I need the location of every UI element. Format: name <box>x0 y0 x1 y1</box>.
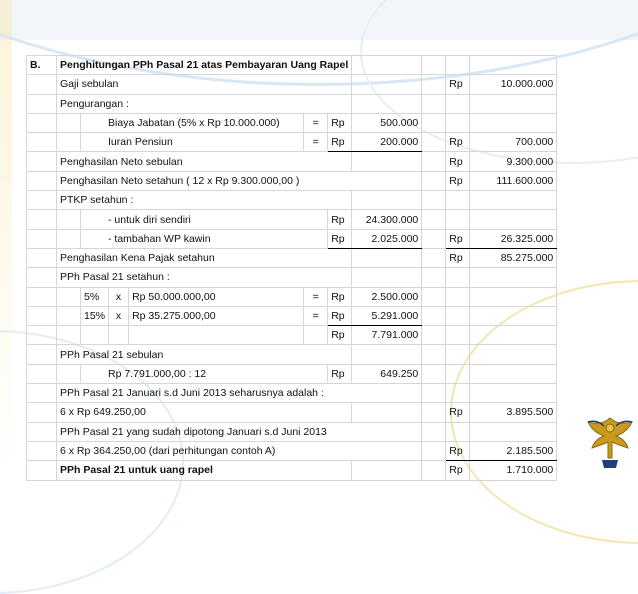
equals-sign: = <box>304 133 328 152</box>
row-label: PPh Pasal 21 Januari s.d Juni 2013 seharusnya adalah : <box>57 384 422 403</box>
sub-amount: 5.291.000 <box>352 306 422 325</box>
currency: Rp <box>446 171 470 190</box>
currency: Rp <box>446 403 470 422</box>
sub-amount: 500.000 <box>352 113 422 132</box>
section-header-row <box>27 56 557 75</box>
times-sign: x <box>109 306 129 325</box>
row-label: PPh Pasal 21 sebulan <box>57 345 352 364</box>
row-label: - untuk diri sendiri <box>81 210 328 229</box>
row-label: Penghasilan Neto setahun ( 12 x Rp 9.300.000,00 ) <box>57 171 422 190</box>
sub-amount: 2.500.000 <box>352 287 422 306</box>
total-amount: 3.895.500 <box>470 403 557 422</box>
total-amount: 26.325.000 <box>470 229 557 248</box>
table-row <box>27 171 557 190</box>
table-row <box>27 191 557 210</box>
table-row <box>27 422 557 441</box>
currency: Rp <box>446 75 470 94</box>
table-row <box>27 152 557 171</box>
currency: Rp <box>328 326 352 345</box>
table-row <box>27 210 557 229</box>
table-row <box>27 113 557 132</box>
currency: Rp <box>328 113 352 132</box>
currency: Rp <box>446 461 470 480</box>
total-amount: 111.600.000 <box>470 171 557 190</box>
row-label: - tambahan WP kawin <box>81 229 328 248</box>
row-label: Iuran Pensiun <box>81 133 304 152</box>
sub-amount: 24.300.000 <box>352 210 422 229</box>
row-label: Gaji sebulan <box>57 75 352 94</box>
rate: 5% <box>81 287 109 306</box>
row-label: 6 x Rp 649.250,00 <box>57 403 352 422</box>
table-row <box>27 287 557 306</box>
currency: Rp <box>328 210 352 229</box>
total-amount: 2.185.500 <box>470 441 557 460</box>
row-label: Pengurangan : <box>57 94 352 113</box>
table-row <box>27 364 557 383</box>
currency: Rp <box>328 364 352 383</box>
currency: Rp <box>446 248 470 267</box>
table-row <box>27 345 557 364</box>
table-row <box>27 229 557 248</box>
row-label: PPh Pasal 21 untuk uang rapel <box>57 461 352 480</box>
rate: 15% <box>81 306 109 325</box>
table-row <box>27 248 557 267</box>
equals-sign: = <box>304 113 328 132</box>
currency: Rp <box>328 229 352 248</box>
row-label: PTKP setahun : <box>57 191 352 210</box>
currency: Rp <box>328 287 352 306</box>
table-row-total <box>27 461 557 480</box>
row-label: PPh Pasal 21 setahun : <box>57 268 352 287</box>
table-row <box>27 306 557 325</box>
table-row <box>27 441 557 460</box>
sub-amount: 2.025.000 <box>352 229 422 248</box>
tax-calculation-table <box>26 55 557 481</box>
currency: Rp <box>446 152 470 171</box>
section-letter: B. <box>27 56 57 75</box>
total-amount: 10.000.000 <box>470 75 557 94</box>
table-row <box>27 133 557 152</box>
table-row <box>27 326 557 345</box>
currency: Rp <box>446 229 470 248</box>
sub-amount: 7.791.000 <box>352 326 422 345</box>
tax-base: Rp 35.275.000,00 <box>129 306 304 325</box>
currency: Rp <box>328 306 352 325</box>
table-row <box>27 403 557 422</box>
currency: Rp <box>328 133 352 152</box>
table-row <box>27 268 557 287</box>
row-label: Penghasilan Kena Pajak setahun <box>57 248 352 267</box>
row-label: Rp 7.791.000,00 : 12 <box>81 364 328 383</box>
equals-sign: = <box>304 306 328 325</box>
total-amount: 85.275.000 <box>470 248 557 267</box>
row-label: 6 x Rp 364.250,00 (dari perhitungan contoh A) <box>57 441 422 460</box>
table-row <box>27 75 557 94</box>
row-label: PPh Pasal 21 yang sudah dipotong Januari s.d Juni 2013 <box>57 422 422 441</box>
total-amount: 1.710.000 <box>470 461 557 480</box>
table-row <box>27 94 557 113</box>
equals-sign: = <box>304 287 328 306</box>
currency: Rp <box>446 133 470 152</box>
times-sign: x <box>109 287 129 306</box>
tax-base: Rp 50.000.000,00 <box>129 287 304 306</box>
sub-amount: 200.000 <box>352 133 422 152</box>
table-row <box>27 384 557 403</box>
garuda-emblem-icon <box>582 410 638 472</box>
sub-amount: 649.250 <box>352 364 422 383</box>
section-title: Penghitungan PPh Pasal 21 atas Pembayaran Uang Rapel <box>57 56 352 75</box>
currency: Rp <box>446 441 470 460</box>
row-label: Biaya Jabatan (5% x Rp 10.000.000) <box>81 113 304 132</box>
total-amount: 700.000 <box>470 133 557 152</box>
total-amount: 9.300.000 <box>470 152 557 171</box>
row-label: Penghasilan Neto sebulan <box>57 152 352 171</box>
